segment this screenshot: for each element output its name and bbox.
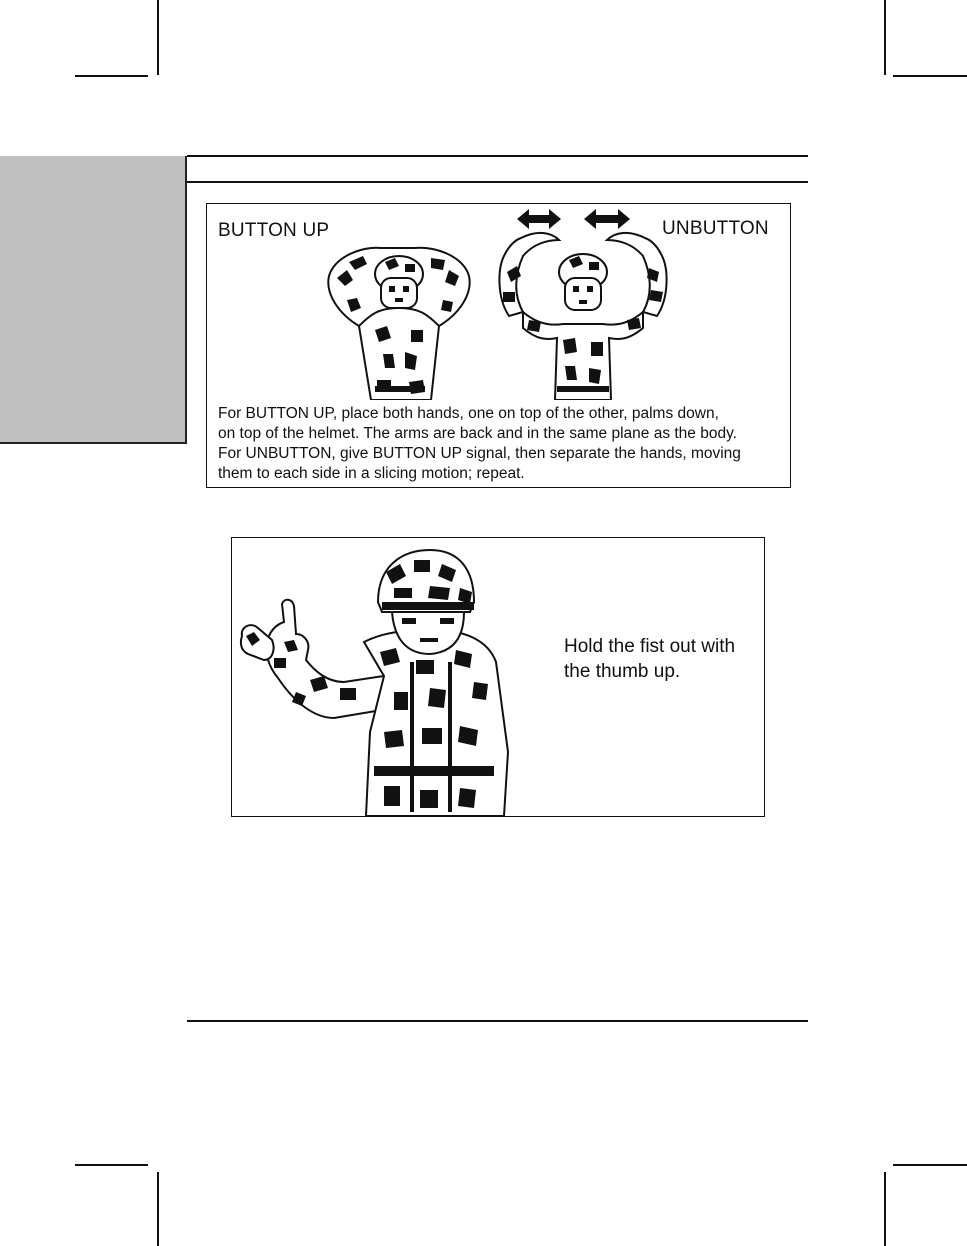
crop-mark-bottom-right-vertical — [884, 1172, 886, 1246]
double-arrow-icon-right — [584, 208, 630, 230]
crop-mark-top-left-vertical — [157, 0, 159, 75]
crop-mark-bottom-right-horizontal — [893, 1164, 967, 1166]
footer-rule — [187, 1020, 808, 1022]
button-up-caption — [218, 404, 788, 484]
header-rule-bottom — [187, 181, 808, 183]
unbutton-label: UNBUTTON — [662, 218, 769, 239]
caption-line: For BUTTON UP, place both hands, one on top of the other, palms down, — [218, 405, 719, 422]
crop-mark-bottom-left-horizontal — [75, 1164, 148, 1166]
soldier-button-up-illustration — [319, 234, 479, 400]
header-rule-top — [187, 155, 808, 157]
side-tab — [0, 156, 187, 444]
caption-line: Hold the fist out with — [564, 636, 736, 657]
button-up-label: BUTTON UP — [218, 220, 330, 241]
button-up-panel — [206, 203, 791, 488]
caption-line: on top of the helmet. The arms are back and in the same plane as the body. — [218, 425, 737, 442]
crop-mark-top-right-vertical — [884, 0, 886, 75]
caption-line: For UNBUTTON, give BUTTON UP signal, then separate the hands, moving — [218, 445, 741, 462]
crop-mark-top-right-horizontal — [893, 75, 967, 77]
thumbs-up-panel — [231, 537, 765, 817]
caption-line: them to each side in a slicing motion; repeat. — [218, 465, 525, 482]
soldier-thumbs-up-illustration — [234, 542, 534, 816]
thumbs-up-caption — [564, 634, 764, 684]
soldier-unbutton-illustration — [493, 228, 673, 400]
double-arrow-icon-left — [517, 208, 561, 230]
caption-line: the thumb up. — [564, 661, 681, 682]
crop-mark-top-left-horizontal — [75, 75, 148, 77]
crop-mark-bottom-left-vertical — [157, 1172, 159, 1246]
